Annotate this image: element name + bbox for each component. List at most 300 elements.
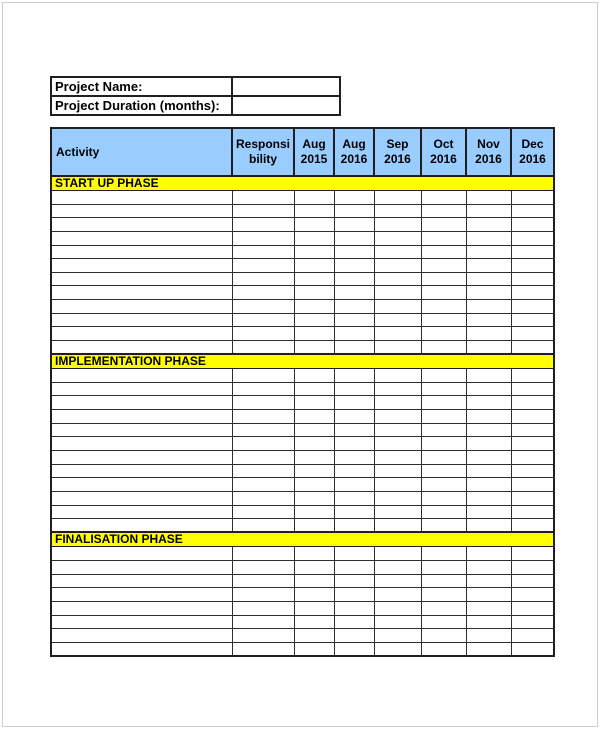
empty-cell[interactable] xyxy=(511,629,554,643)
empty-cell[interactable] xyxy=(374,259,421,273)
empty-cell[interactable] xyxy=(334,451,374,465)
empty-cell[interactable] xyxy=(334,300,374,314)
empty-cell[interactable] xyxy=(334,286,374,300)
empty-cell[interactable] xyxy=(466,547,511,561)
empty-cell[interactable] xyxy=(374,588,421,602)
empty-cell[interactable] xyxy=(421,231,466,245)
empty-cell[interactable] xyxy=(421,505,466,519)
empty-cell[interactable] xyxy=(466,231,511,245)
empty-cell[interactable] xyxy=(374,231,421,245)
project-duration-row xyxy=(51,96,340,115)
empty-cell[interactable] xyxy=(421,423,466,437)
empty-cell[interactable] xyxy=(334,519,374,533)
empty-cell[interactable] xyxy=(374,218,421,232)
empty-cell[interactable] xyxy=(232,478,294,492)
project-info-box xyxy=(50,76,341,116)
empty-cell[interactable] xyxy=(51,547,232,561)
empty-cell[interactable] xyxy=(294,341,334,355)
empty-cell[interactable] xyxy=(334,601,374,615)
empty-cell[interactable] xyxy=(374,423,421,437)
empty-cell[interactable] xyxy=(334,204,374,218)
empty-cell[interactable] xyxy=(334,423,374,437)
empty-cell[interactable] xyxy=(421,300,466,314)
empty-cell[interactable] xyxy=(421,327,466,341)
empty-cell[interactable] xyxy=(334,491,374,505)
empty-cell[interactable] xyxy=(232,259,294,273)
empty-cell[interactable] xyxy=(232,272,294,286)
empty-cell[interactable] xyxy=(294,300,334,314)
empty-cell[interactable] xyxy=(334,588,374,602)
empty-cell[interactable] xyxy=(466,423,511,437)
empty-cell[interactable] xyxy=(511,561,554,575)
empty-cell[interactable] xyxy=(51,574,232,588)
empty-cell[interactable] xyxy=(232,601,294,615)
empty-cell[interactable] xyxy=(294,615,334,629)
empty-cell[interactable] xyxy=(334,642,374,656)
empty-cell[interactable] xyxy=(421,588,466,602)
empty-cell[interactable] xyxy=(421,272,466,286)
empty-cell[interactable] xyxy=(511,574,554,588)
empty-cell[interactable] xyxy=(232,642,294,656)
grid-row xyxy=(51,313,554,327)
empty-cell[interactable] xyxy=(232,396,294,410)
empty-cell[interactable] xyxy=(374,601,421,615)
empty-cell[interactable] xyxy=(511,218,554,232)
empty-cell[interactable] xyxy=(232,491,294,505)
empty-cell[interactable] xyxy=(421,410,466,424)
empty-cell[interactable] xyxy=(421,629,466,643)
empty-cell[interactable] xyxy=(334,464,374,478)
empty-cell[interactable] xyxy=(511,615,554,629)
grid-row xyxy=(51,505,554,519)
empty-cell[interactable] xyxy=(294,313,334,327)
empty-cell[interactable] xyxy=(51,478,232,492)
empty-cell[interactable] xyxy=(334,437,374,451)
column-header-aug-2016: Aug 2016 xyxy=(334,128,374,176)
phase-row xyxy=(51,176,554,191)
empty-cell[interactable] xyxy=(374,505,421,519)
empty-cell[interactable] xyxy=(421,286,466,300)
empty-cell[interactable] xyxy=(294,231,334,245)
empty-cell[interactable] xyxy=(421,561,466,575)
empty-cell[interactable] xyxy=(374,300,421,314)
grid-row xyxy=(51,204,554,218)
empty-cell[interactable] xyxy=(294,410,334,424)
empty-cell[interactable] xyxy=(421,245,466,259)
empty-cell[interactable] xyxy=(374,491,421,505)
empty-cell[interactable] xyxy=(51,191,232,205)
grid-row xyxy=(51,574,554,588)
empty-cell[interactable] xyxy=(511,423,554,437)
grid-row xyxy=(51,231,554,245)
empty-cell[interactable] xyxy=(232,327,294,341)
empty-cell[interactable] xyxy=(421,451,466,465)
empty-cell[interactable] xyxy=(51,601,232,615)
grid-row xyxy=(51,437,554,451)
empty-cell[interactable] xyxy=(421,369,466,383)
grid-row xyxy=(51,561,554,575)
empty-cell[interactable] xyxy=(374,286,421,300)
empty-cell[interactable] xyxy=(232,231,294,245)
empty-cell[interactable] xyxy=(374,204,421,218)
empty-cell[interactable] xyxy=(466,300,511,314)
empty-cell[interactable] xyxy=(334,615,374,629)
empty-cell[interactable] xyxy=(466,341,511,355)
empty-cell[interactable] xyxy=(511,327,554,341)
empty-cell[interactable] xyxy=(334,218,374,232)
empty-cell[interactable] xyxy=(511,272,554,286)
phase-title: FINALISATION PHASE xyxy=(51,532,554,547)
empty-cell[interactable] xyxy=(51,588,232,602)
empty-cell[interactable] xyxy=(232,218,294,232)
empty-cell[interactable] xyxy=(294,588,334,602)
empty-cell[interactable] xyxy=(511,547,554,561)
empty-cell[interactable] xyxy=(294,574,334,588)
empty-cell[interactable] xyxy=(511,451,554,465)
empty-cell[interactable] xyxy=(511,231,554,245)
empty-cell[interactable] xyxy=(421,574,466,588)
empty-cell[interactable] xyxy=(511,286,554,300)
empty-cell[interactable] xyxy=(334,505,374,519)
grid-row xyxy=(51,259,554,273)
empty-cell[interactable] xyxy=(511,491,554,505)
empty-cell[interactable] xyxy=(51,396,232,410)
empty-cell[interactable] xyxy=(374,327,421,341)
grid-row xyxy=(51,451,554,465)
empty-cell[interactable] xyxy=(294,451,334,465)
empty-cell[interactable] xyxy=(334,272,374,286)
empty-cell[interactable] xyxy=(421,382,466,396)
empty-cell[interactable] xyxy=(421,547,466,561)
empty-cell[interactable] xyxy=(334,191,374,205)
empty-cell[interactable] xyxy=(466,519,511,533)
empty-cell[interactable] xyxy=(511,588,554,602)
empty-cell[interactable] xyxy=(294,327,334,341)
empty-cell[interactable] xyxy=(294,464,334,478)
empty-cell[interactable] xyxy=(294,191,334,205)
empty-cell[interactable] xyxy=(51,327,232,341)
project-name-input-cell[interactable] xyxy=(232,77,340,96)
empty-cell[interactable] xyxy=(374,519,421,533)
empty-cell[interactable] xyxy=(421,478,466,492)
empty-cell[interactable] xyxy=(466,396,511,410)
empty-cell[interactable] xyxy=(466,259,511,273)
empty-cell[interactable] xyxy=(232,547,294,561)
empty-cell[interactable] xyxy=(51,204,232,218)
empty-cell[interactable] xyxy=(294,396,334,410)
empty-cell[interactable] xyxy=(511,204,554,218)
empty-cell[interactable] xyxy=(374,451,421,465)
empty-cell[interactable] xyxy=(511,437,554,451)
column-header-aug-2015: Aug 2015 xyxy=(294,128,334,176)
empty-cell[interactable] xyxy=(374,191,421,205)
grid-row xyxy=(51,615,554,629)
empty-cell[interactable] xyxy=(51,313,232,327)
empty-cell[interactable] xyxy=(294,423,334,437)
empty-cell[interactable] xyxy=(466,313,511,327)
empty-cell[interactable] xyxy=(294,505,334,519)
project-duration-input-cell[interactable] xyxy=(232,96,340,115)
empty-cell[interactable] xyxy=(232,313,294,327)
project-name-row xyxy=(51,77,340,96)
grid-row xyxy=(51,601,554,615)
empty-cell[interactable] xyxy=(51,561,232,575)
empty-cell[interactable] xyxy=(511,642,554,656)
empty-cell[interactable] xyxy=(232,464,294,478)
empty-cell[interactable] xyxy=(334,231,374,245)
empty-cell[interactable] xyxy=(511,300,554,314)
empty-cell[interactable] xyxy=(294,218,334,232)
empty-cell[interactable] xyxy=(374,642,421,656)
empty-cell[interactable] xyxy=(466,451,511,465)
empty-cell[interactable] xyxy=(232,574,294,588)
empty-cell[interactable] xyxy=(232,410,294,424)
empty-cell[interactable] xyxy=(421,642,466,656)
grid-row xyxy=(51,396,554,410)
empty-cell[interactable] xyxy=(51,505,232,519)
empty-cell[interactable] xyxy=(511,245,554,259)
empty-cell[interactable] xyxy=(334,410,374,424)
empty-cell[interactable] xyxy=(334,629,374,643)
empty-cell[interactable] xyxy=(466,642,511,656)
empty-cell[interactable] xyxy=(232,191,294,205)
empty-cell[interactable] xyxy=(294,204,334,218)
empty-cell[interactable] xyxy=(466,218,511,232)
empty-cell[interactable] xyxy=(421,341,466,355)
empty-cell[interactable] xyxy=(51,245,232,259)
empty-cell[interactable] xyxy=(511,341,554,355)
phase-row xyxy=(51,532,554,547)
schedule-table xyxy=(50,127,555,657)
project-name-label: Project Name: xyxy=(51,77,232,96)
empty-cell[interactable] xyxy=(51,423,232,437)
empty-cell[interactable] xyxy=(51,231,232,245)
grid-row xyxy=(51,300,554,314)
empty-cell[interactable] xyxy=(51,629,232,643)
empty-cell[interactable] xyxy=(232,369,294,383)
empty-cell[interactable] xyxy=(421,601,466,615)
empty-cell[interactable] xyxy=(232,451,294,465)
empty-cell[interactable] xyxy=(466,369,511,383)
column-header-activity: Activity xyxy=(51,128,232,176)
empty-cell[interactable] xyxy=(232,615,294,629)
grid-row xyxy=(51,327,554,341)
empty-cell[interactable] xyxy=(511,601,554,615)
empty-cell[interactable] xyxy=(421,218,466,232)
grid-row xyxy=(51,382,554,396)
empty-cell[interactable] xyxy=(294,629,334,643)
empty-cell[interactable] xyxy=(421,313,466,327)
empty-cell[interactable] xyxy=(466,588,511,602)
empty-cell[interactable] xyxy=(421,191,466,205)
empty-cell[interactable] xyxy=(466,505,511,519)
empty-cell[interactable] xyxy=(294,286,334,300)
empty-cell[interactable] xyxy=(511,396,554,410)
empty-cell[interactable] xyxy=(232,341,294,355)
empty-cell[interactable] xyxy=(232,286,294,300)
empty-cell[interactable] xyxy=(374,313,421,327)
empty-cell[interactable] xyxy=(466,491,511,505)
empty-cell[interactable] xyxy=(466,272,511,286)
empty-cell[interactable] xyxy=(511,313,554,327)
empty-cell[interactable] xyxy=(51,491,232,505)
grid-row xyxy=(51,547,554,561)
empty-cell[interactable] xyxy=(511,478,554,492)
empty-cell[interactable] xyxy=(466,478,511,492)
empty-cell[interactable] xyxy=(466,245,511,259)
empty-cell[interactable] xyxy=(294,382,334,396)
empty-cell[interactable] xyxy=(374,272,421,286)
empty-cell[interactable] xyxy=(511,505,554,519)
grid-row xyxy=(51,423,554,437)
empty-cell[interactable] xyxy=(466,601,511,615)
empty-cell[interactable] xyxy=(374,547,421,561)
empty-cell[interactable] xyxy=(374,437,421,451)
empty-cell[interactable] xyxy=(232,588,294,602)
empty-cell[interactable] xyxy=(334,382,374,396)
empty-cell[interactable] xyxy=(294,437,334,451)
empty-cell[interactable] xyxy=(421,437,466,451)
empty-cell[interactable] xyxy=(294,369,334,383)
empty-cell[interactable] xyxy=(51,300,232,314)
empty-cell[interactable] xyxy=(51,382,232,396)
empty-cell[interactable] xyxy=(51,437,232,451)
empty-cell[interactable] xyxy=(466,561,511,575)
empty-cell[interactable] xyxy=(466,382,511,396)
empty-cell[interactable] xyxy=(466,191,511,205)
empty-cell[interactable] xyxy=(232,245,294,259)
empty-cell[interactable] xyxy=(232,423,294,437)
empty-cell[interactable] xyxy=(466,574,511,588)
empty-cell[interactable] xyxy=(334,478,374,492)
empty-cell[interactable] xyxy=(466,410,511,424)
empty-cell[interactable] xyxy=(232,204,294,218)
empty-cell[interactable] xyxy=(294,491,334,505)
empty-cell[interactable] xyxy=(232,505,294,519)
empty-cell[interactable] xyxy=(51,218,232,232)
empty-cell[interactable] xyxy=(421,204,466,218)
grid-row xyxy=(51,519,554,533)
empty-cell[interactable] xyxy=(51,341,232,355)
column-header-dec-2016: Dec 2016 xyxy=(511,128,554,176)
empty-cell[interactable] xyxy=(294,561,334,575)
empty-cell[interactable] xyxy=(51,286,232,300)
empty-cell[interactable] xyxy=(511,519,554,533)
empty-cell[interactable] xyxy=(466,615,511,629)
column-header-oct-2016: Oct 2016 xyxy=(421,128,466,176)
empty-cell[interactable] xyxy=(294,642,334,656)
empty-cell[interactable] xyxy=(294,547,334,561)
empty-cell[interactable] xyxy=(334,396,374,410)
empty-cell[interactable] xyxy=(51,369,232,383)
empty-cell[interactable] xyxy=(334,245,374,259)
empty-cell[interactable] xyxy=(51,615,232,629)
empty-cell[interactable] xyxy=(421,519,466,533)
empty-cell[interactable] xyxy=(294,272,334,286)
grid-row xyxy=(51,286,554,300)
empty-cell[interactable] xyxy=(294,601,334,615)
empty-cell[interactable] xyxy=(511,464,554,478)
empty-cell[interactable] xyxy=(511,410,554,424)
empty-cell[interactable] xyxy=(374,245,421,259)
empty-cell[interactable] xyxy=(232,561,294,575)
project-duration-label: Project Duration (months): xyxy=(51,96,232,115)
empty-cell[interactable] xyxy=(511,369,554,383)
empty-cell[interactable] xyxy=(334,574,374,588)
grid-row xyxy=(51,588,554,602)
empty-cell[interactable] xyxy=(421,396,466,410)
empty-cell[interactable] xyxy=(374,561,421,575)
empty-cell[interactable] xyxy=(421,259,466,273)
empty-cell[interactable] xyxy=(294,478,334,492)
empty-cell[interactable] xyxy=(334,313,374,327)
empty-cell[interactable] xyxy=(374,396,421,410)
empty-cell[interactable] xyxy=(232,629,294,643)
empty-cell[interactable] xyxy=(466,437,511,451)
empty-cell[interactable] xyxy=(334,341,374,355)
empty-cell[interactable] xyxy=(466,464,511,478)
grid-row xyxy=(51,191,554,205)
empty-cell[interactable] xyxy=(466,327,511,341)
empty-cell[interactable] xyxy=(374,410,421,424)
empty-cell[interactable] xyxy=(334,369,374,383)
grid-row xyxy=(51,272,554,286)
empty-cell[interactable] xyxy=(466,286,511,300)
empty-cell[interactable] xyxy=(374,369,421,383)
empty-cell[interactable] xyxy=(511,382,554,396)
empty-cell[interactable] xyxy=(374,615,421,629)
empty-cell[interactable] xyxy=(51,259,232,273)
phase-row xyxy=(51,354,554,369)
grid-row xyxy=(51,491,554,505)
empty-cell[interactable] xyxy=(232,519,294,533)
empty-cell[interactable] xyxy=(51,272,232,286)
empty-cell[interactable] xyxy=(374,574,421,588)
empty-cell[interactable] xyxy=(294,259,334,273)
empty-cell[interactable] xyxy=(334,561,374,575)
empty-cell[interactable] xyxy=(51,464,232,478)
empty-cell[interactable] xyxy=(374,382,421,396)
column-header-responsibility: Responsibility xyxy=(232,128,294,176)
empty-cell[interactable] xyxy=(294,519,334,533)
empty-cell[interactable] xyxy=(334,327,374,341)
empty-cell[interactable] xyxy=(374,341,421,355)
empty-cell[interactable] xyxy=(421,491,466,505)
empty-cell[interactable] xyxy=(511,191,554,205)
empty-cell[interactable] xyxy=(374,629,421,643)
empty-cell[interactable] xyxy=(421,615,466,629)
empty-cell[interactable] xyxy=(511,259,554,273)
empty-cell[interactable] xyxy=(374,464,421,478)
empty-cell[interactable] xyxy=(466,629,511,643)
empty-cell[interactable] xyxy=(232,300,294,314)
empty-cell[interactable] xyxy=(51,410,232,424)
empty-cell[interactable] xyxy=(51,451,232,465)
empty-cell[interactable] xyxy=(334,547,374,561)
empty-cell[interactable] xyxy=(294,245,334,259)
schedule-header-row xyxy=(51,128,554,176)
empty-cell[interactable] xyxy=(232,437,294,451)
empty-cell[interactable] xyxy=(232,382,294,396)
empty-cell[interactable] xyxy=(466,204,511,218)
empty-cell[interactable] xyxy=(334,259,374,273)
empty-cell[interactable] xyxy=(51,642,232,656)
empty-cell[interactable] xyxy=(421,464,466,478)
empty-cell[interactable] xyxy=(51,519,232,533)
phase-title: START UP PHASE xyxy=(51,176,554,191)
empty-cell[interactable] xyxy=(374,478,421,492)
grid-row xyxy=(51,478,554,492)
